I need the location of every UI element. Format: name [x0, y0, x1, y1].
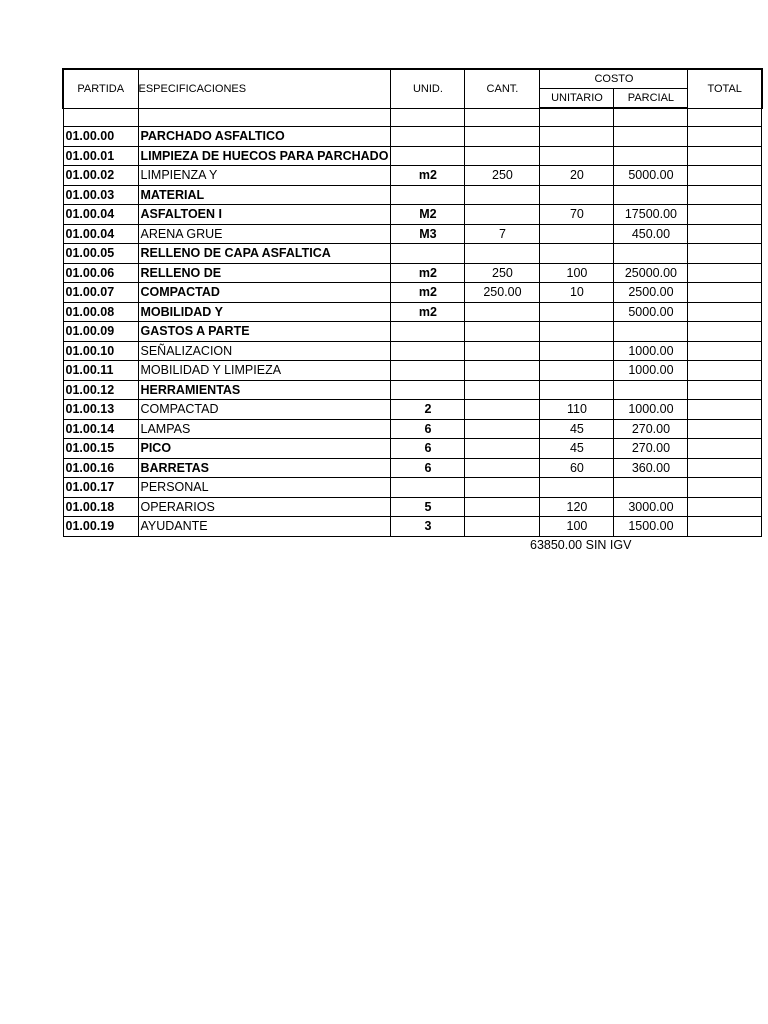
total-cell: [688, 341, 762, 361]
table-row: [63, 478, 762, 498]
partida-cell: 01.00.16: [63, 458, 138, 478]
total-cell: [688, 478, 762, 498]
table-row: [63, 146, 762, 166]
total-cell: [688, 283, 762, 303]
parcial-cell: 17500.00: [614, 205, 688, 225]
partida-cell: 01.00.06: [63, 263, 138, 283]
table-row: [63, 517, 762, 537]
unitario-cell: 20: [540, 166, 614, 186]
cant-cell: 250: [465, 166, 540, 186]
table-row: [63, 380, 762, 400]
table-row: [63, 185, 762, 205]
table-row: [63, 439, 762, 459]
cant-cell: [465, 341, 540, 361]
parcial-cell: 3000.00: [614, 497, 688, 517]
total-cell: [688, 244, 762, 264]
total-cell: [688, 458, 762, 478]
total-cell: [688, 263, 762, 283]
table-row: [63, 244, 762, 264]
header-especificaciones: ESPECIFICACIONES: [138, 69, 391, 108]
total-cell: [688, 439, 762, 459]
parcial-cell: 25000.00: [614, 263, 688, 283]
cant-cell: [465, 478, 540, 498]
unitario-cell: 100: [540, 517, 614, 537]
partida-cell: 01.00.05: [63, 244, 138, 264]
parcial-cell: 360.00: [614, 458, 688, 478]
table-row: [63, 400, 762, 420]
cant-cell: [465, 244, 540, 264]
unid-cell: 6: [391, 458, 465, 478]
parcial-cell: 1000.00: [614, 400, 688, 420]
unid-cell: 6: [391, 439, 465, 459]
total-cell: [688, 302, 762, 322]
especificacion-cell: ARENA GRUE: [138, 224, 391, 244]
table-row: [63, 322, 762, 342]
cant-cell: [465, 185, 540, 205]
unid-cell: [391, 244, 465, 264]
unitario-cell: [540, 380, 614, 400]
especificacion-cell: AYUDANTE: [138, 517, 391, 537]
unitario-cell: [540, 127, 614, 147]
total-cell: [688, 517, 762, 537]
especificacion-cell: HERRAMIENTAS: [138, 380, 391, 400]
total-cell: [688, 400, 762, 420]
unid-cell: m2: [391, 283, 465, 303]
partida-cell: 01.00.07: [63, 283, 138, 303]
unitario-cell: [540, 224, 614, 244]
unitario-cell: 110: [540, 400, 614, 420]
table-row: [63, 458, 762, 478]
partida-cell: 01.00.08: [63, 302, 138, 322]
especificacion-cell: PICO: [138, 439, 391, 459]
especificacion-cell: COMPACTAD: [138, 283, 391, 303]
partida-cell: 01.00.15: [63, 439, 138, 459]
unid-cell: 2: [391, 400, 465, 420]
total-cell: [688, 185, 762, 205]
total-cell: [688, 224, 762, 244]
table-row: [63, 263, 762, 283]
especificacion-cell: MATERIAL: [138, 185, 391, 205]
parcial-cell: 270.00: [614, 419, 688, 439]
table-row: [63, 224, 762, 244]
parcial-cell: 1000.00: [614, 341, 688, 361]
especificacion-cell: MOBILIDAD Y: [138, 302, 391, 322]
unitario-cell: [540, 244, 614, 264]
unid-cell: [391, 478, 465, 498]
especificacion-cell: PERSONAL: [138, 478, 391, 498]
table-row: [63, 302, 762, 322]
header-partida: PARTIDA: [63, 69, 138, 108]
header-parcial: PARCIAL: [614, 89, 688, 109]
unid-cell: M3: [391, 224, 465, 244]
unitario-cell: 45: [540, 419, 614, 439]
unid-cell: m2: [391, 166, 465, 186]
especificacion-cell: LAMPAS: [138, 419, 391, 439]
unid-cell: 6: [391, 419, 465, 439]
header-unid: UNID.: [391, 69, 465, 108]
header-total: TOTAL: [688, 69, 762, 108]
unid-cell: [391, 127, 465, 147]
especificacion-cell: MOBILIDAD Y LIMPIEZA: [138, 361, 391, 381]
cant-cell: [465, 146, 540, 166]
unitario-cell: 45: [540, 439, 614, 459]
especificacion-cell: GASTOS A PARTE: [138, 322, 391, 342]
table-row: [63, 283, 762, 303]
partida-cell: 01.00.12: [63, 380, 138, 400]
partida-cell: 01.00.11: [63, 361, 138, 381]
table-row: [63, 419, 762, 439]
table-row: [63, 205, 762, 225]
especificacion-cell: ASFALTOEN I: [138, 205, 391, 225]
partida-cell: 01.00.09: [63, 322, 138, 342]
cant-cell: [465, 322, 540, 342]
especificacion-cell: LIMPIENZA Y: [138, 166, 391, 186]
especificacion-cell: PARCHADO ASFALTICO: [138, 127, 391, 147]
unitario-cell: [540, 185, 614, 205]
unid-cell: [391, 361, 465, 381]
especificacion-cell: OPERARIOS: [138, 497, 391, 517]
unid-cell: 3: [391, 517, 465, 537]
unitario-cell: 10: [540, 283, 614, 303]
parcial-cell: 270.00: [614, 439, 688, 459]
unid-cell: [391, 146, 465, 166]
unitario-cell: [540, 341, 614, 361]
unitario-cell: [540, 361, 614, 381]
cant-cell: [465, 127, 540, 147]
cant-cell: [465, 419, 540, 439]
parcial-cell: [614, 380, 688, 400]
especificacion-cell: RELLENO DE CAPA ASFALTICA: [138, 244, 391, 264]
partida-cell: 01.00.04: [63, 224, 138, 244]
cant-cell: [465, 205, 540, 225]
cant-cell: 250.00: [465, 283, 540, 303]
header-cant: CANT.: [465, 69, 540, 108]
cant-cell: [465, 302, 540, 322]
especificacion-cell: COMPACTAD: [138, 400, 391, 420]
unitario-cell: [540, 146, 614, 166]
parcial-cell: [614, 478, 688, 498]
partida-cell: 01.00.14: [63, 419, 138, 439]
table-body: [63, 108, 762, 536]
cant-cell: 250: [465, 263, 540, 283]
parcial-cell: 450.00: [614, 224, 688, 244]
header-costo: COSTO: [540, 69, 688, 89]
header-unitario: UNITARIO: [540, 89, 614, 109]
blank-row: [63, 108, 762, 127]
parcial-cell: [614, 244, 688, 264]
unid-cell: [391, 185, 465, 205]
unid-cell: m2: [391, 302, 465, 322]
table-row: [63, 361, 762, 381]
unitario-cell: 60: [540, 458, 614, 478]
unitario-cell: 100: [540, 263, 614, 283]
total-cell: [688, 322, 762, 342]
table-row: [63, 127, 762, 147]
total-cell: [688, 380, 762, 400]
especificacion-cell: RELLENO DE: [138, 263, 391, 283]
budget-table: [62, 68, 763, 537]
parcial-cell: 5000.00: [614, 166, 688, 186]
especificacion-cell: BARRETAS: [138, 458, 391, 478]
cant-cell: [465, 380, 540, 400]
parcial-cell: 1500.00: [614, 517, 688, 537]
unitario-cell: [540, 302, 614, 322]
partida-cell: 01.00.01: [63, 146, 138, 166]
partida-cell: 01.00.13: [63, 400, 138, 420]
partida-cell: 01.00.10: [63, 341, 138, 361]
partida-cell: 01.00.03: [63, 185, 138, 205]
parcial-cell: 5000.00: [614, 302, 688, 322]
unid-cell: [391, 341, 465, 361]
grand-total: 63850.00 SIN IGV: [530, 538, 632, 552]
total-cell: [688, 146, 762, 166]
unitario-cell: [540, 478, 614, 498]
partida-cell: 01.00.02: [63, 166, 138, 186]
partida-cell: 01.00.00: [63, 127, 138, 147]
total-cell: [688, 497, 762, 517]
parcial-cell: [614, 146, 688, 166]
cant-cell: [465, 458, 540, 478]
especificacion-cell: LIMPIEZA DE HUECOS PARA PARCHADO: [138, 146, 391, 166]
table-row: [63, 166, 762, 186]
cant-cell: [465, 439, 540, 459]
unid-cell: [391, 380, 465, 400]
parcial-cell: [614, 322, 688, 342]
parcial-cell: 1000.00: [614, 361, 688, 381]
unid-cell: M2: [391, 205, 465, 225]
unid-cell: 5: [391, 497, 465, 517]
unitario-cell: [540, 322, 614, 342]
partida-cell: 01.00.19: [63, 517, 138, 537]
partida-cell: 01.00.17: [63, 478, 138, 498]
unid-cell: [391, 322, 465, 342]
table-row: [63, 341, 762, 361]
especificacion-cell: SEÑALIZACION: [138, 341, 391, 361]
table-row: [63, 497, 762, 517]
cant-cell: [465, 497, 540, 517]
parcial-cell: 2500.00: [614, 283, 688, 303]
unitario-cell: 120: [540, 497, 614, 517]
parcial-cell: [614, 127, 688, 147]
parcial-cell: [614, 185, 688, 205]
partida-cell: 01.00.04: [63, 205, 138, 225]
total-cell: [688, 166, 762, 186]
cant-cell: [465, 361, 540, 381]
cant-cell: [465, 517, 540, 537]
unitario-cell: 70: [540, 205, 614, 225]
unid-cell: m2: [391, 263, 465, 283]
partida-cell: 01.00.18: [63, 497, 138, 517]
total-cell: [688, 205, 762, 225]
total-cell: [688, 361, 762, 381]
total-cell: [688, 419, 762, 439]
total-cell: [688, 127, 762, 147]
cant-cell: [465, 400, 540, 420]
cant-cell: 7: [465, 224, 540, 244]
